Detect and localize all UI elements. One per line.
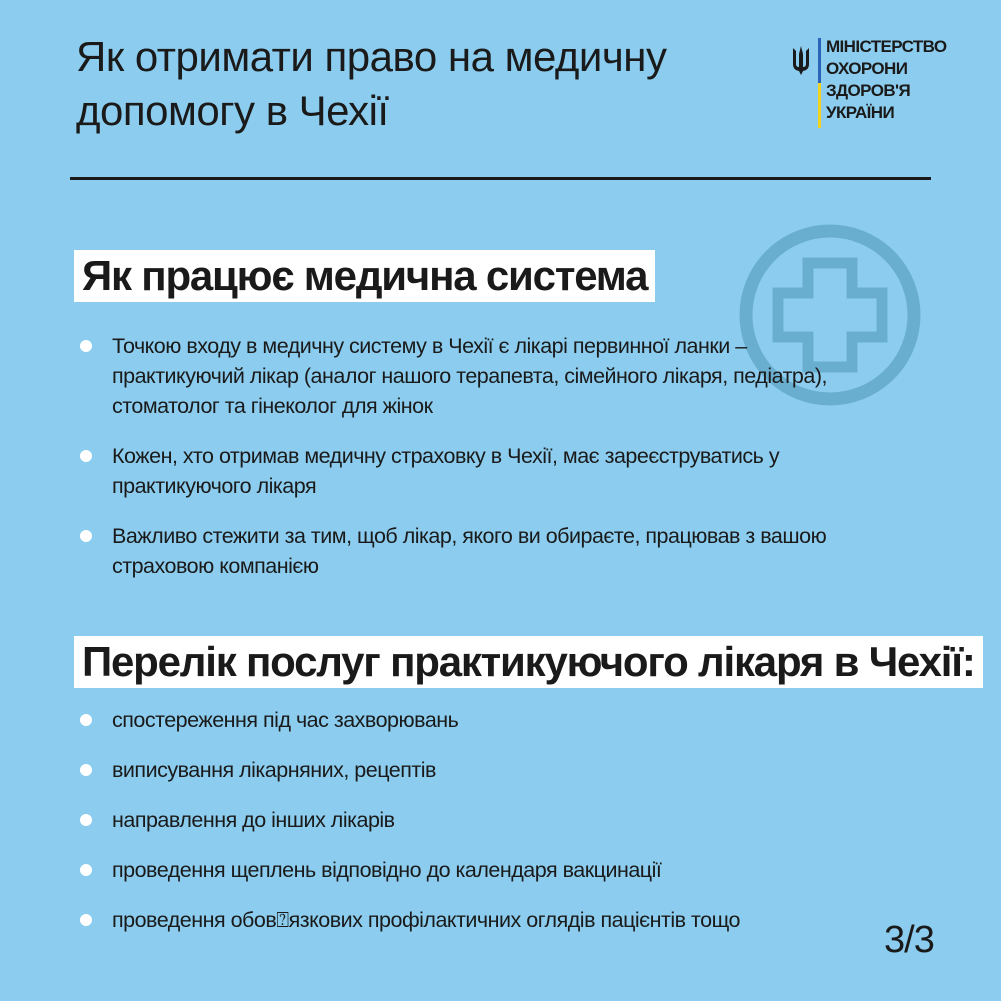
logo-line: ОХОРОНИ [826,59,908,78]
services-list [76,705,856,955]
list-item-text: Кожен, хто отримав медичну страховку в Чехії, має зареєструватись у практикуючого лікаря [112,444,780,498]
bullet-dot-icon [80,714,92,726]
medical-system-list [76,331,836,601]
list-item-text: виписування лікарняних, рецептів [112,758,436,782]
list-item-text: проведення щеплень відповідно до календаря вакцинації [112,858,662,882]
list-item [76,755,856,805]
list-item-text: проведення обов⍰язкових профілактичних оглядів пацієнтів тощо [112,908,740,932]
list-item-text: Точкою входу в медичну систему в Чехії є лікарі первинної ланки – практикуючий лікар (аналог нашого терапевта, сімейного лікаря, педіатра), стоматолог та гінеколог для жінок [112,334,827,418]
list-item [76,705,856,755]
bullet-dot-icon [80,450,92,462]
list-item [76,805,856,855]
ministry-logo [790,38,950,133]
logo-text [826,36,947,124]
list-item [76,331,836,421]
page-title: Як отримати право на медичну допомогу в Чехії [76,33,667,134]
logo-line: ЗДОРОВ'Я [826,81,911,100]
page-number: 3/3 [884,919,934,961]
section-heading-medical-system: Як працює медична система [74,250,655,302]
logo-line: УКРАЇНИ [826,103,895,122]
logo-color-bar [818,38,821,128]
list-item-text: Важливо стежити за тим, щоб лікар, якого ви обираєте, працював з вашою страховою компанією [112,524,827,578]
bullet-dot-icon [80,914,92,926]
bullet-dot-icon [80,340,92,352]
trident-emblem-icon [790,44,812,76]
section-heading-services: Перелік послуг практикуючого лікаря в Чехії: [74,636,983,688]
list-item [76,905,856,955]
list-item [76,521,836,581]
header-divider [70,177,931,180]
bullet-dot-icon [80,814,92,826]
logo-line: МІНІСТЕРСТВО [826,37,947,56]
list-item [76,441,836,501]
list-item [76,855,856,905]
list-item-text: направлення до інших лікарів [112,808,395,832]
bullet-dot-icon [80,530,92,542]
bullet-dot-icon [80,764,92,776]
list-item-text: спостереження під час захворювань [112,708,459,732]
bullet-dot-icon [80,864,92,876]
